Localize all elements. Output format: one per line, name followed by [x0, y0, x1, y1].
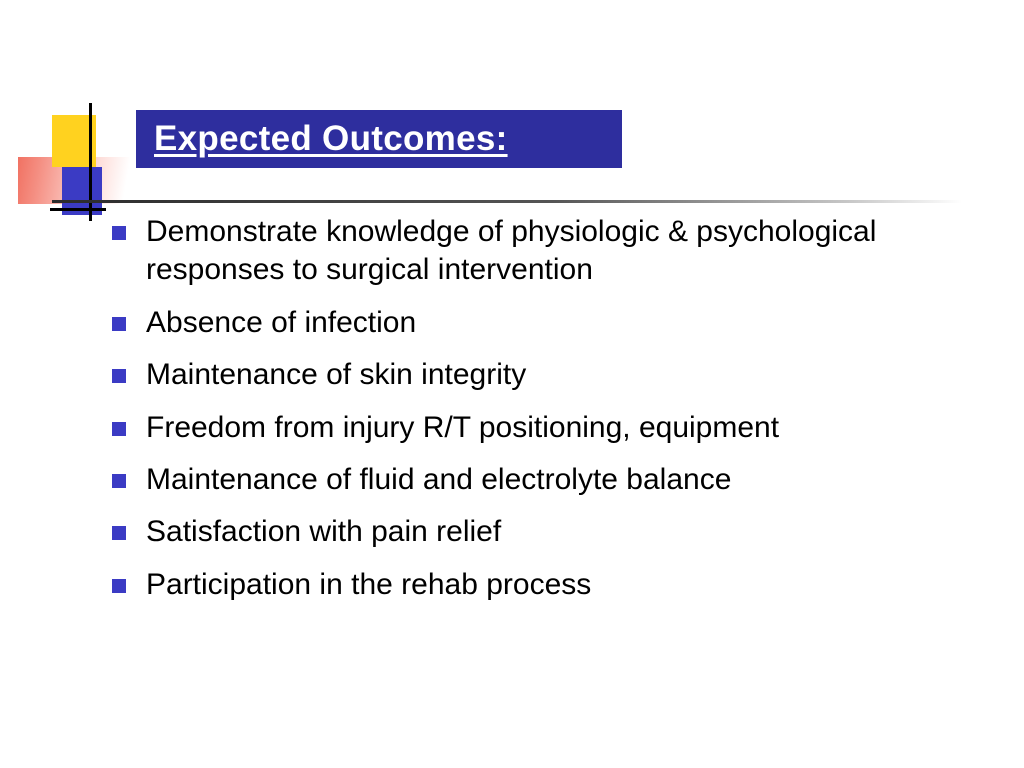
square-bullet-icon — [112, 317, 126, 331]
horizontal-rule-icon — [50, 208, 106, 211]
list-item — [112, 213, 972, 290]
title-divider — [52, 200, 962, 203]
list-item — [112, 513, 972, 551]
square-bullet-icon — [112, 422, 126, 436]
slide-title-banner — [136, 110, 622, 168]
square-bullet-icon — [112, 369, 126, 383]
slide-title: Expected Outcomes: — [154, 119, 508, 158]
vertical-rule-icon — [89, 103, 92, 221]
list-item-text: Demonstrate knowledge of physiologic & psychological responses to surgical intervention — [146, 215, 877, 287]
bullet-list — [112, 213, 972, 618]
list-item-text: Freedom from injury R/T positioning, equipment — [146, 410, 780, 444]
square-bullet-icon — [112, 526, 126, 540]
square-bullet-icon — [112, 579, 126, 593]
list-item-text: Satisfaction with pain relief — [146, 515, 502, 549]
list-item — [112, 304, 972, 342]
list-item — [112, 409, 972, 447]
list-item — [112, 461, 972, 499]
list-item-text: Absence of infection — [146, 305, 417, 339]
list-item — [112, 356, 972, 394]
square-bullet-icon — [112, 474, 126, 488]
list-item-text: Maintenance of skin integrity — [146, 358, 527, 392]
list-item — [112, 566, 972, 604]
square-bullet-icon — [112, 226, 126, 240]
list-item-text: Participation in the rehab process — [146, 567, 592, 601]
list-item-text: Maintenance of fluid and electrolyte balance — [146, 462, 732, 496]
